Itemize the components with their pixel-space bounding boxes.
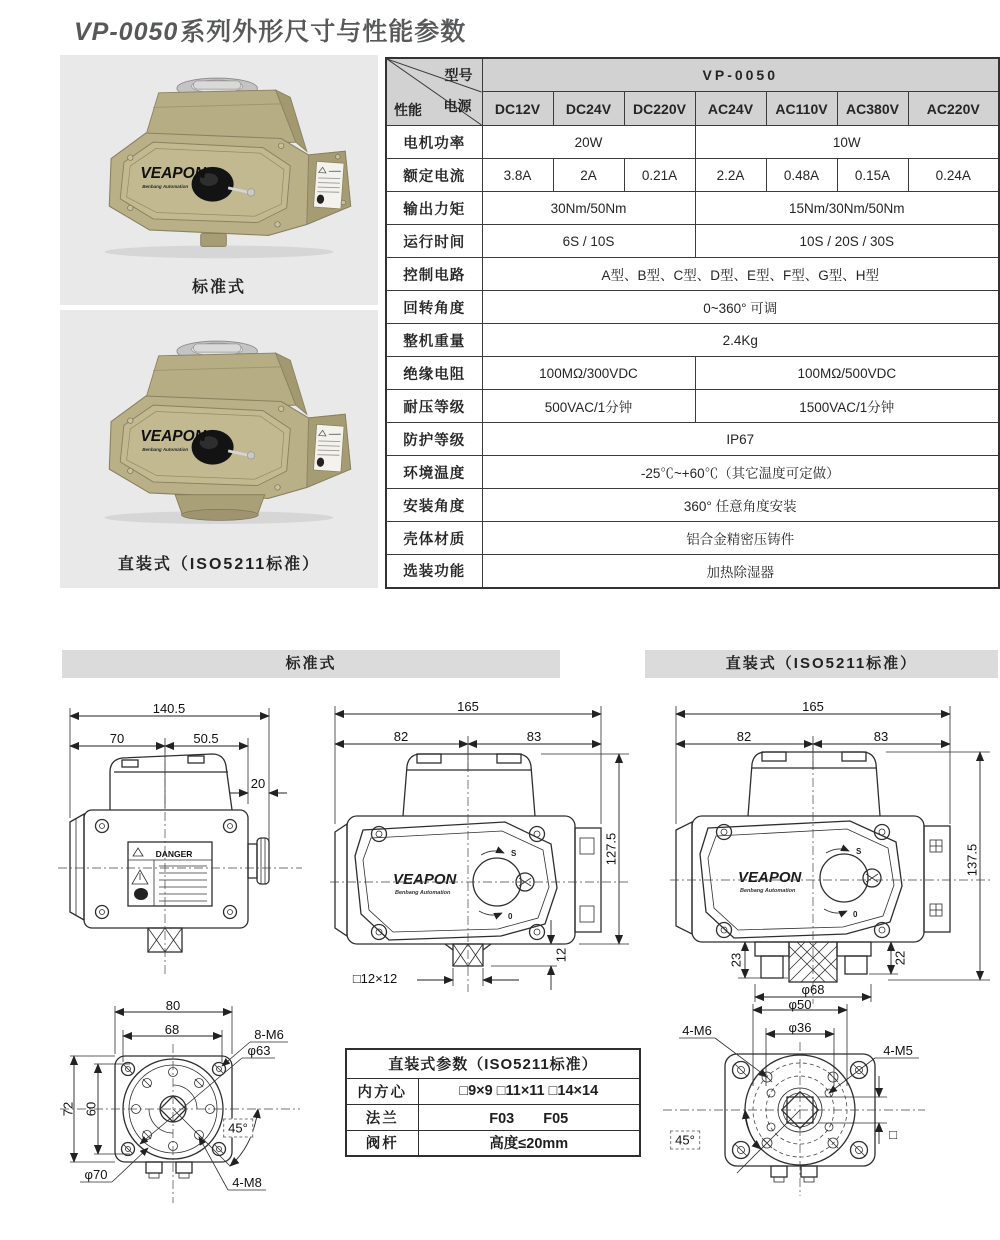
row-mount-angle bbox=[386, 489, 999, 522]
dial-open-mark: S bbox=[856, 847, 862, 856]
cell-value: 360° 任意角度安装 bbox=[482, 489, 999, 522]
cell-value: 0.48A bbox=[766, 159, 837, 192]
dim-right-width: 83 bbox=[873, 729, 889, 744]
label-dia-63: φ63 bbox=[247, 1043, 271, 1058]
iso5211-table bbox=[345, 1048, 641, 1157]
dim-bolt-height: 60 bbox=[83, 1101, 99, 1117]
iso-row-value: □9×9 □11×11 □14×14 bbox=[418, 1078, 640, 1104]
cell-value: A型、B型、C型、D型、E型、F型、G型、H型 bbox=[482, 258, 999, 291]
row-label: 耐压等级 bbox=[386, 390, 482, 423]
row-label: 选装功能 bbox=[386, 555, 482, 588]
dim-left-width: 70 bbox=[109, 731, 125, 746]
iso-row-value: 高度≤20mm bbox=[418, 1130, 640, 1156]
label-4-m8: 4-M8 bbox=[232, 1175, 262, 1190]
dial-close-mark: 0 bbox=[508, 912, 513, 921]
row-label: 输出力矩 bbox=[386, 192, 482, 225]
cell-value: 500VAC/1分钟 bbox=[482, 390, 695, 423]
col-dc12v: DC12V bbox=[482, 92, 553, 126]
cell-value: 2.2A bbox=[695, 159, 766, 192]
row-run-time bbox=[386, 225, 999, 258]
col-ac24v: AC24V bbox=[695, 92, 766, 126]
dim-right-width: 83 bbox=[526, 729, 542, 744]
label-dia-70: φ70 bbox=[84, 1167, 108, 1182]
dim-total-width: 165 bbox=[457, 699, 479, 714]
row-rated-current bbox=[386, 159, 999, 192]
cell-value: 30Nm/50Nm bbox=[482, 192, 695, 225]
row-protection bbox=[386, 423, 999, 456]
dim-dia-36: φ36 bbox=[788, 1020, 812, 1035]
row-label: 绝缘电阻 bbox=[386, 357, 482, 390]
cell-value: 100MΩ/500VDC bbox=[695, 357, 999, 390]
cell-value: IP67 bbox=[482, 423, 999, 456]
warning-sticker bbox=[314, 161, 345, 209]
dim-bolt-width: 68 bbox=[164, 1022, 180, 1037]
label-4-m6: 4-M6 bbox=[682, 1023, 712, 1038]
danger-label-text: DANGER bbox=[155, 849, 193, 859]
dial-close-mark: 0 bbox=[853, 910, 858, 919]
direct-actuator-image bbox=[69, 332, 369, 524]
cell-value: 0.21A bbox=[624, 159, 695, 192]
drawing-standard-side-view bbox=[62, 692, 312, 982]
square-dimension-symbol: □ bbox=[889, 1127, 897, 1142]
row-output-torque bbox=[386, 192, 999, 225]
warning-sticker bbox=[314, 424, 345, 472]
spec-table bbox=[385, 57, 1000, 589]
cell-value: -25℃~+60℃（其它温度可定做） bbox=[482, 456, 999, 489]
label-45-degrees: 45° bbox=[223, 1119, 253, 1138]
iso-row-square bbox=[346, 1078, 640, 1104]
drawing-standard-bottom-view bbox=[60, 998, 350, 1223]
dim-base-diameter: φ68 bbox=[801, 982, 825, 997]
iso-row-label: 法兰 bbox=[346, 1104, 418, 1130]
brand-text: VEAPON bbox=[393, 871, 457, 888]
iso-row-value: F03 F05 bbox=[418, 1104, 640, 1130]
brand-text: VEAPON bbox=[140, 427, 206, 445]
drawing-standard-front-view bbox=[305, 692, 635, 997]
row-label: 额定电流 bbox=[386, 159, 482, 192]
label-4-m5: 4-M5 bbox=[883, 1043, 913, 1058]
row-optional bbox=[386, 555, 999, 588]
page-title-rest: 系列外形尺寸与性能参数 bbox=[180, 18, 467, 46]
table-corner-cell bbox=[386, 58, 482, 126]
page-title bbox=[74, 12, 466, 48]
direct-drawing-header: 直装式（ISO5211标准） bbox=[645, 650, 998, 678]
col-dc220v: DC220V bbox=[624, 92, 695, 126]
row-label: 整机重量 bbox=[386, 324, 482, 357]
brand-text: VEAPON bbox=[140, 164, 206, 182]
dim-right-width: 50.5 bbox=[193, 731, 219, 746]
dim-left-width: 82 bbox=[736, 729, 752, 744]
cell-value: 10S / 20S / 30S bbox=[695, 225, 999, 258]
iso-row-stem bbox=[346, 1130, 640, 1156]
col-ac380v: AC380V bbox=[837, 92, 908, 126]
corner-performance-label: 性能 bbox=[394, 102, 422, 118]
col-dc24v: DC24V bbox=[553, 92, 624, 126]
brand-subtext: Benbang Automation bbox=[142, 446, 189, 452]
corner-model-label: 型号 bbox=[444, 67, 473, 83]
row-temperature bbox=[386, 456, 999, 489]
cell-value: 20W bbox=[482, 126, 695, 159]
brand-subtext: Benbang Automation bbox=[395, 890, 451, 896]
drawing-direct-front-view bbox=[648, 692, 998, 1007]
standard-drawing-header: 标准式 bbox=[62, 650, 560, 678]
brand-subtext: Benbang Automation bbox=[740, 888, 796, 894]
photo-standard-type bbox=[60, 55, 378, 305]
dim-base-left: 23 bbox=[728, 952, 744, 968]
dim-total-width: 165 bbox=[802, 699, 824, 714]
cell-value: 15Nm/30Nm/50Nm bbox=[695, 192, 999, 225]
label-45-degrees: 45° bbox=[670, 1131, 700, 1150]
direct-type-caption: 直装式（ISO5211标准） bbox=[117, 556, 321, 573]
row-label: 防护等级 bbox=[386, 423, 482, 456]
row-label: 控制电路 bbox=[386, 258, 482, 291]
row-label: 壳体材质 bbox=[386, 522, 482, 555]
dim-shaft-height: 12 bbox=[553, 947, 569, 963]
row-label: 运行时间 bbox=[386, 225, 482, 258]
brand-subtext: Benbang Automation bbox=[142, 183, 189, 189]
dim-flange-height: 72 bbox=[60, 1101, 76, 1117]
cell-value: 6S / 10S bbox=[482, 225, 695, 258]
cell-value: 加热除湿器 bbox=[482, 555, 999, 588]
dim-total-width: 140.5 bbox=[152, 701, 186, 716]
iso-row-label: 内方心 bbox=[346, 1078, 418, 1104]
cell-value: 0.15A bbox=[837, 159, 908, 192]
label-8-m6: 8-M6 bbox=[254, 1027, 284, 1042]
dim-left-width: 82 bbox=[393, 729, 409, 744]
cell-value: 0~360° 可调 bbox=[482, 291, 999, 324]
iso-table-title: 直装式参数（ISO5211标准） bbox=[346, 1049, 640, 1078]
dim-dia-50: φ50 bbox=[788, 997, 812, 1012]
model-value-cell: VP-0050 bbox=[482, 58, 999, 92]
corner-power-label: 电源 bbox=[443, 98, 472, 114]
brand-text: VEAPON bbox=[738, 869, 802, 886]
row-label: 环境温度 bbox=[386, 456, 482, 489]
row-control-circuit bbox=[386, 258, 999, 291]
col-ac220v: AC220V bbox=[908, 92, 999, 126]
cell-value: 10W bbox=[695, 126, 999, 159]
cell-value: 2.4Kg bbox=[482, 324, 999, 357]
row-motor-power bbox=[386, 126, 999, 159]
row-withstand bbox=[386, 390, 999, 423]
col-ac110v: AC110V bbox=[766, 92, 837, 126]
standard-actuator-image bbox=[69, 69, 369, 261]
row-label: 电机功率 bbox=[386, 126, 482, 159]
dim-shaft-square: □12×12 bbox=[352, 971, 398, 986]
dim-cap-offset: 20 bbox=[250, 776, 266, 791]
cell-value: 3.8A bbox=[482, 159, 553, 192]
dim-height: 137.5 bbox=[964, 843, 980, 877]
drawing-direct-bottom-view bbox=[655, 998, 985, 1218]
row-weight bbox=[386, 324, 999, 357]
photo-direct-type bbox=[60, 310, 378, 588]
cell-value: 0.24A bbox=[908, 159, 999, 192]
page-title-model: VP-0050 bbox=[74, 18, 179, 46]
cell-value: 1500VAC/1分钟 bbox=[695, 390, 999, 423]
standard-type-caption: 标准式 bbox=[191, 279, 246, 296]
dial-open-mark: S bbox=[511, 849, 517, 858]
cell-value: 100MΩ/300VDC bbox=[482, 357, 695, 390]
cell-value: 2A bbox=[553, 159, 624, 192]
dim-height: 127.5 bbox=[603, 832, 619, 866]
iso-row-label: 阀杆 bbox=[346, 1130, 418, 1156]
cell-value: 铝合金精密压铸件 bbox=[482, 522, 999, 555]
row-housing bbox=[386, 522, 999, 555]
row-rotation-angle bbox=[386, 291, 999, 324]
dim-base-right: 22 bbox=[892, 950, 908, 966]
row-label: 回转角度 bbox=[386, 291, 482, 324]
row-insulation bbox=[386, 357, 999, 390]
dim-flange-width: 80 bbox=[165, 998, 181, 1013]
row-label: 安装角度 bbox=[386, 489, 482, 522]
iso-row-flange bbox=[346, 1104, 640, 1130]
